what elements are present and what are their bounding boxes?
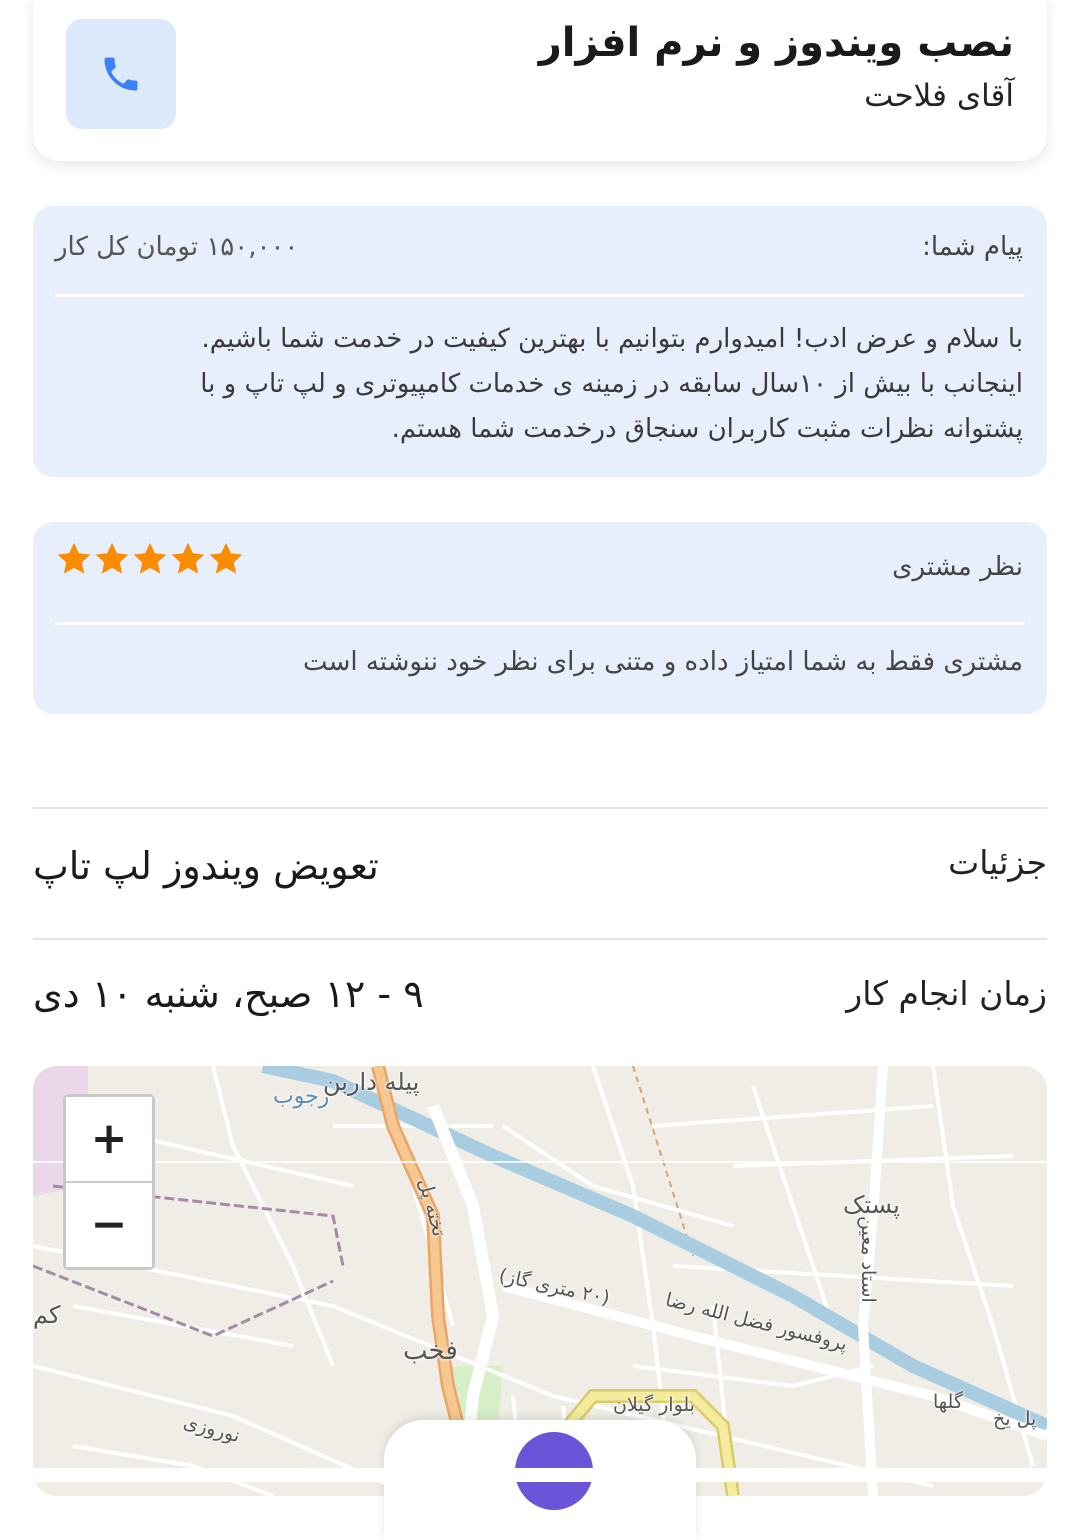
message-label: پیام شما: [922,232,1023,262]
map-label: فخب [403,1336,458,1366]
zoom-control [63,1094,155,1270]
star-icon [55,540,93,578]
message-card [33,206,1047,477]
card-divider [55,622,1025,625]
star-icon [207,540,245,578]
review-card [33,522,1047,714]
details-label: جزئیات [948,843,1047,882]
map-label: کم [33,1301,61,1329]
provider-name: آقای فلاحت [864,78,1014,114]
map-label: پروفسور فضل الله رضا [663,1288,850,1356]
map-label: پل یخ [993,1408,1037,1430]
map-label: نوروزی [181,1410,243,1448]
review-label: نظر مشتری [892,552,1023,582]
details-value: تعویض ویندوز لپ تاپ [33,844,379,888]
call-button[interactable] [66,19,176,129]
map-label: رجوب [273,1084,330,1109]
message-line: اینجانب با بیش از ۱۰سال سابقه در زمینه ی خدمات کامپیوتری و لپ تاپ و با [200,369,1023,399]
map-label: تخته پل [413,1176,451,1239]
review-text: مشتری فقط به شما امتیاز داده و متنی برای نظر خود ننوشته است [303,647,1023,677]
message-body [55,317,1023,452]
zoom-out-button[interactable]: − [66,1183,152,1267]
service-title: نصب ویندوز و نرم افزار [538,20,1014,66]
map-label: استاد معین [857,1216,879,1303]
star-icon [93,540,131,578]
map-label: گلها [933,1391,963,1413]
bottom-bar [0,1468,1080,1482]
star-icon [169,540,207,578]
star-icon [131,540,169,578]
schedule-value: ۹ - ۱۲ صبح، شنبه ۱۰ دی [33,972,424,1016]
zoom-in-button[interactable]: + [66,1097,152,1181]
card-divider [55,294,1025,297]
price-text: ۱۵۰,۰۰۰ تومان کل کار [55,232,299,262]
row-divider [33,807,1047,809]
map-label: پیله داربن [323,1068,420,1096]
map-label: پستک [843,1191,900,1219]
map-label: (۲۰ متری گاز) [496,1264,612,1310]
map-label: بلوار گیلان [613,1394,695,1416]
message-line: پشتوانه نظرات مثبت کاربران سنجاق درخدمت شما هستم. [391,414,1023,444]
row-divider [33,938,1047,940]
message-line: با سلام و عرض ادب! امیدوارم بتوانیم با بهترین کیفیت در خدمت شما باشیم. [201,324,1023,354]
phone-icon [99,52,143,96]
rating-stars [55,540,245,578]
schedule-label: زمان انجام کار [846,974,1047,1013]
